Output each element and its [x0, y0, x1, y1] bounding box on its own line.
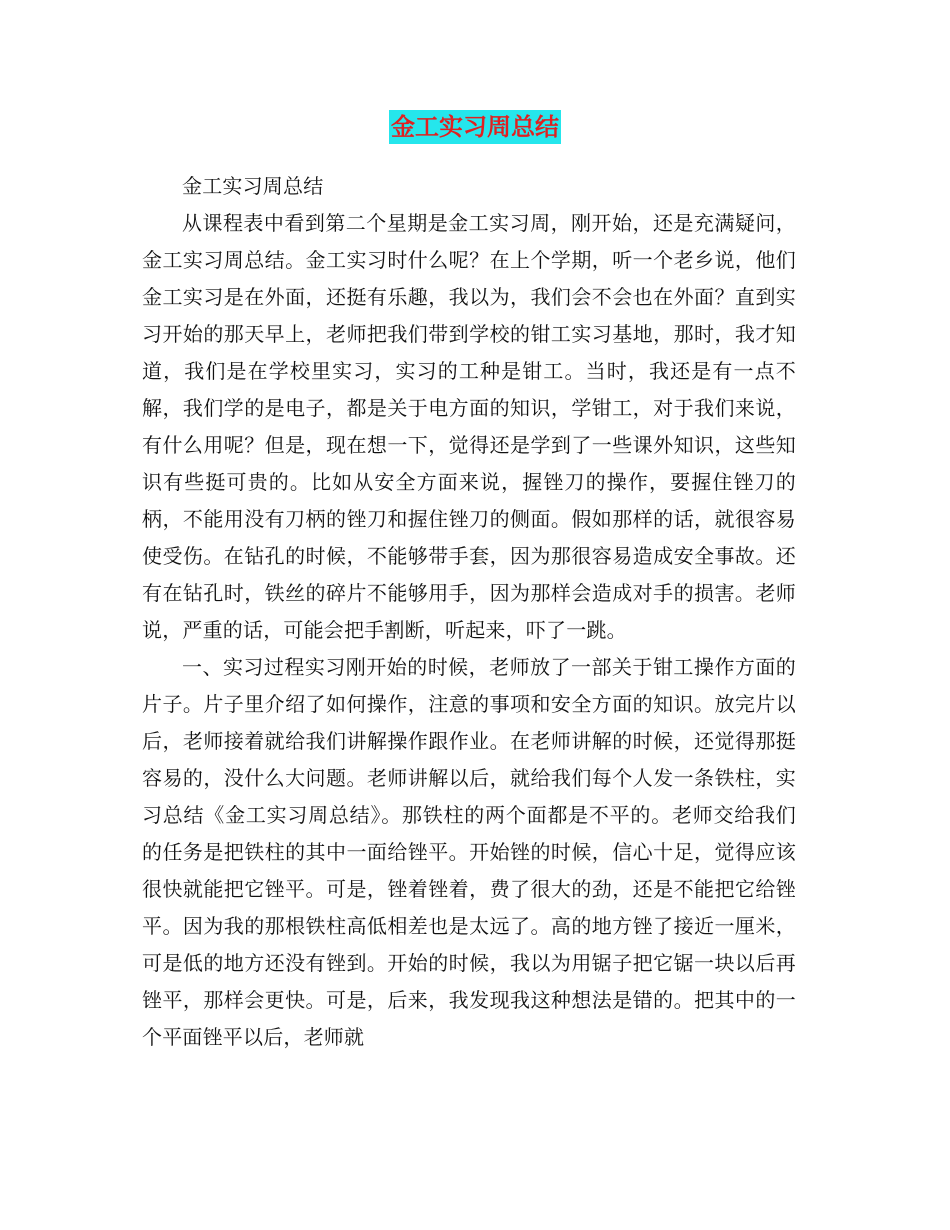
title-area: [0, 110, 950, 144]
paragraph-process: 一、实习过程实习刚开始的时候，老师放了一部关于钳工操作方面的片子。片子里介绍了如何操作，注意的事项和安全方面的知识。放完片以后，老师接着就给我们讲解操作跟作业。在老师讲解的时候，还觉得那挺容易的，没什么大问题。老师讲解以后，就给我们每个人发一条铁柱，实习总结《金工实习周总结》。那铁柱的两个面都是不平的。老师交给我们的任务是把铁柱的其中一面给锉平。开始锉的时候，信心十足，觉得应该很快就能把它锉平。可是，锉着锉着，费了很大的劲，还是不能把它给锉平。因为我的那根铁柱高低相差也是太远了。高的地方锉了接近一厘米，可是低的地方还没有锉到。开始的时候，我以为用锯子把它锯一块以后再锉平，那样会更快。可是，后来，我发现我这种想法是错的。把其中的一个平面锉平以后，老师就: [142, 655, 796, 1049]
paragraph-intro: 从课程表中看到第二个星期是金工实习周，刚开始，还是充满疑问，金工实习周总结。金工实习时什么呢？在上个学期，听一个老乡说，他们金工实习是在外面，还挺有乐趣，我以为，我们会不会也在外面？直到实习开始的那天早上，老师把我们带到学校的钳工实习基地，那时，我才知道，我们是在学校里实习，实习的工种是钳工。当时，我还是有一点不解，我们学的是电子，都是关于电方面的知识，学钳工，对于我们来说，有什么用呢？但是，现在想一下，觉得还是学到了一些课外知识，这些知识有些挺可贵的。比如从安全方面来说，握锉刀的操作，要握住锉刀的柄，不能用没有刀柄的锉刀和握住锉刀的侧面。假如那样的话，就很容易使受伤。在钻孔的时候，不能够带手套，因为那很容易造成安全事故。还有在钻孔时，铁丝的碎片不能够用手，因为那样会造成对手的损害。老师说，严重的话，可能会把手割断，听起来，吓了一跳。: [142, 211, 796, 642]
document-body: [142, 168, 796, 1056]
document-title: 金工实习周总结: [389, 110, 561, 144]
paragraph-subtitle: 金工实习周总结: [182, 174, 324, 198]
